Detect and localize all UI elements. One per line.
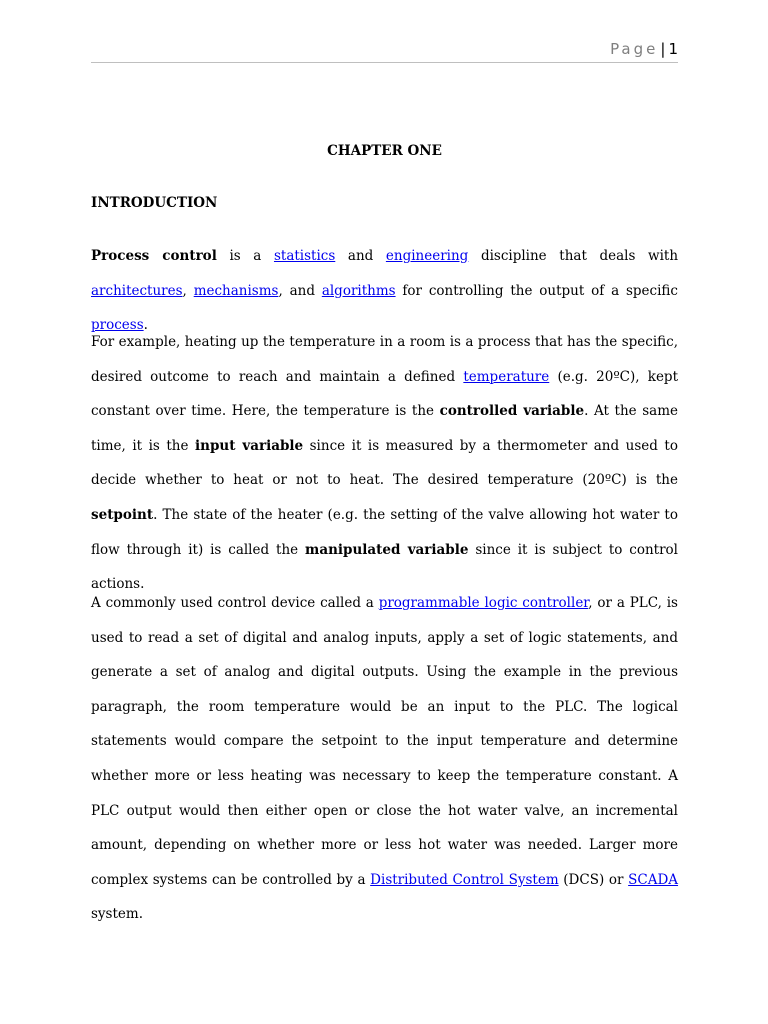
term-manipulated-variable: manipulated variable [305, 541, 469, 558]
link-scada[interactable]: SCADA [628, 871, 679, 888]
page-separator: | [660, 40, 666, 58]
text-run: . [143, 317, 148, 334]
term-controlled-variable: controlled variable [439, 403, 585, 420]
text-run: (e.g. 20ºC), kept constant over time. Here, the temperature is the [91, 368, 678, 420]
text-run: , and [278, 282, 322, 299]
paragraph-plc [91, 586, 678, 932]
link-programmable-logic-controller[interactable]: programmable logic controller [378, 595, 589, 611]
term-input-variable: input variable [195, 437, 304, 454]
page-label: Page [610, 40, 659, 58]
paragraph-example [91, 325, 678, 602]
page-number: 1 [668, 40, 678, 58]
section-heading: INTRODUCTION [91, 195, 218, 211]
link-statistics[interactable]: statistics [273, 248, 336, 264]
link-algorithms[interactable]: algorithms [321, 282, 396, 299]
text-run: A commonly used control device called a [91, 595, 379, 611]
term-setpoint: setpoint [91, 506, 154, 523]
link-process[interactable]: process [91, 317, 144, 334]
link-engineering[interactable]: engineering [385, 248, 469, 264]
text-run: since it is measured by a thermometer and used to decide whether to heat or not to heat. The desired temperature (20ºC) is the [91, 437, 678, 489]
link-temperature[interactable]: temperature [463, 368, 550, 385]
text-run: , or a PLC, is used to read a set of digital and analog inputs, apply a set of logic statements, and generate a set of analog and digital outputs. Using the example in the previous paragraph, the room temperature would be an input to the PLC. The logical statements would compare the setpoint to the input temperature and determine whether more or less heating was necessary to keep the temperature constant. A PLC output would then either open or close the hot water valve, an incremental amount, depending on whether more or less hot water was needed. Larger more complex systems can be controlled by a [91, 595, 678, 888]
text-run: For example, heating up the temperature in a room is a process that has the specific, desired outcome to reach and maintain a defined [91, 334, 678, 385]
text-run: since it is subject to control actions. [91, 541, 678, 593]
text-run: . The state of the heater (e.g. the setting of the valve allowing hot water to flow through it) is called the [91, 506, 678, 558]
link-architectures[interactable]: architectures [91, 282, 183, 299]
text-run: . At the same time, it is the [91, 403, 678, 454]
chapter-title: CHAPTER ONE [327, 143, 442, 159]
link-mechanisms[interactable]: mechanisms [193, 282, 279, 299]
text-run: system. [91, 906, 143, 923]
page-header [91, 40, 678, 63]
text-run: discipline that deals with [468, 248, 679, 264]
link-distributed-control-system[interactable]: Distributed Control System [370, 871, 559, 888]
text-run: (DCS) or [558, 871, 629, 888]
text-run: , [182, 282, 194, 299]
text-run: is a [216, 248, 274, 264]
text-run: for controlling the output of a specific [395, 282, 678, 299]
text-run: and [335, 248, 386, 264]
term-process-control: Process control [91, 248, 217, 264]
